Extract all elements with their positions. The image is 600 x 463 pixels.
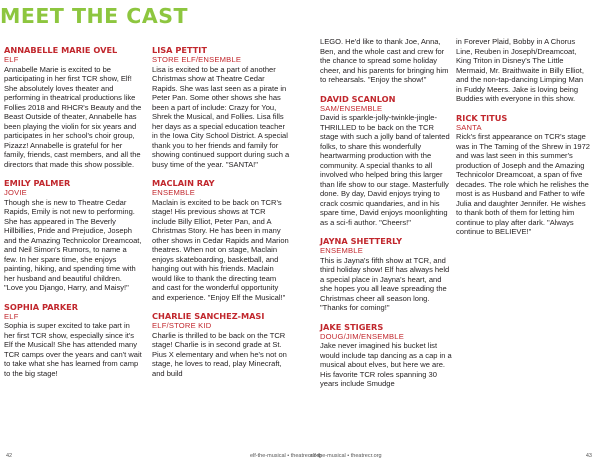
cast-name: ANNABELLE MARIE OVEL (4, 45, 118, 55)
cast-entry (152, 45, 290, 169)
footer-url-right: elf-the-musical • theatrecr.org (310, 453, 382, 459)
cast-name: JAYNA SHETTERLY (320, 236, 403, 246)
cast-entry (320, 94, 452, 228)
cast-role: JOVIE (4, 188, 27, 197)
cast-bio: Though she is new to Theatre Cedar Rapids, Emily is not new to performing. She has appeared in The Beverly Hillbillies, Pride and Prejudice, Joseph and the Amazing Technicolor Dreamcoat, and Neil Simon's Rumors, to name a few. In her spare time, she enjoys painting, hiking, and spending time with her husband and beautiful children. "Love you Django, Harry, and Maisy!" (4, 197, 142, 292)
cast-role: ENSEMBLE (320, 246, 363, 255)
cast-bio: Charlie is thrilled to be back on the TCR stage! Charlie is in second grade at St. Pius X elementary and when he's not on stage, he loves to read, play Minecraft, and build (152, 330, 287, 378)
cast-bio: LEGO. He'd like to thank Joe, Anna, Ben, and the whole cast and crew for the chance to spread some holiday cheer, and his parents for bringing him to rehearsals. "Enjoy the show!" (320, 37, 449, 84)
cast-entry (456, 113, 590, 237)
cast-role: ENSEMBLE (152, 188, 195, 197)
footer-url-left: elf-the-musical • theatrecr.org (250, 453, 322, 459)
cast-name: RICK TITUS (456, 112, 508, 123)
cast-entry (320, 236, 452, 313)
cast-name: MACLAIN RAY (152, 178, 215, 188)
cast-entry (320, 322, 452, 389)
page-number-right: 43 (585, 453, 592, 459)
cast-role: DOUG/JIM/ENSEMBLE (320, 331, 404, 341)
cast-name: SOPHIA PARKER (4, 301, 79, 312)
cast-role: STORE ELF/ENSEMBLE (152, 55, 242, 64)
cast-column-2 (152, 45, 290, 387)
cast-column-4 (456, 37, 590, 246)
cast-bio: David is sparkle-jolly-twinkle-jingle-THRILLED to be back on the TCR stage with such a jolly band of talented folks, to share this wonderfully heartwarming production with the community. A special thanks to all involved who helped bring this larger than life show to our stage. Masterfully done. By day, David enjoys trying to crack cosmic quandaries, and in his spare time, David enjoys moonlighting as a sci-fi author. "Cheers!" (320, 113, 450, 227)
cast-name: EMILY PALMER (4, 178, 71, 188)
cast-column-3 (320, 37, 452, 398)
page-title: MEET THE CAST (0, 4, 188, 28)
cast-bio: Sophia is super excited to take part in her first TCR show, especially since it's Elf the Musical! She has attended many TCR camps over the years and can't wait to take what she has learned from camp to the big stage! (4, 321, 142, 378)
cast-bio: Lisa is excited to be a part of another Christmas show at Theatre Cedar Rapids. She was last seen as a pirate in Peter Pan. Some other shows she has been a part of include: Crazy for You, Shrek the Musical, and Follies. Lisa fills her days as a special education teacher in the Iowa City School District. A special thank you to her friends and family for showing continued support during such a busy time of the year. "SANTA!" (152, 64, 290, 169)
cast-role: ELF/STORE KID (152, 321, 212, 330)
cast-name: LISA PETTIT (152, 45, 207, 55)
cast-bio: Jake never imagined his bucket list would include tap dancing as a cap in a musical about elves, but here we are. His favorite TCR roles spanning 30 years include Smudge (320, 341, 452, 388)
cast-role: ELF (4, 55, 19, 64)
cast-entry (152, 311, 290, 378)
page-number-left: 42 (6, 453, 13, 459)
cast-bio: This is Jayna's fifth show at TCR, and third holiday show! Elf has always held a special place in Jayna's heart, and she hopes you all leave spreading the Christmas cheer all season long. "Thanks for coming!" (320, 255, 450, 312)
cast-entry (4, 178, 142, 293)
cast-entry (152, 178, 290, 302)
cast-role: SAM/ENSEMBLE (320, 103, 383, 113)
cast-entry-continued (320, 37, 452, 85)
cast-entry (4, 302, 142, 379)
cast-column-1 (4, 45, 142, 387)
cast-role: ELF (4, 311, 19, 321)
cast-bio: in Forever Plaid, Bobby in A Chorus Line, Reuben in Joseph/Dreamcoat, King Triton in Disney's The Little Mermaid, Mr. Braithwaite in Billy Elliot, and the non-tap-dancing Limping Man in Fuddy Meers. Jake is loving being Buddies with everyone in this show. (456, 37, 584, 103)
cast-role: SANTA (456, 122, 482, 132)
cast-entry (4, 45, 142, 169)
cast-bio: Annabelle Marie is excited to be participating in her first TCR show, Elf! She absolutely loves theater and performing in theatrical productions like Follies 2018 and RHCR's Beauty and the Beast Outside of theater, Annabelle has been playing the violin for six years and participates in her school's choir group, Pizazz! Annabelle is grateful for her family, friends, cast members, and all the directors that made this show possible. (4, 64, 142, 169)
cast-entry-continued (456, 37, 590, 104)
cast-name: CHARLIE SANCHEZ-MASI (152, 311, 265, 321)
cast-name: DAVID SCANLON (320, 93, 396, 104)
cast-name: JAKE STIGERS (320, 321, 384, 332)
cast-bio: Rick's first appearance on TCR's stage was in The Taming of the Shrew in 1972 and was last seen in this summer's production of Joseph and the Amazing Technicolor Dreamcoat, a span of five decades. The role which he relishes the most is as Husband and Father to wife Julia and daughter Jennifer. He wishes to thank both of them for letting him continue to play after dark. "Always continue to BELIEVE!" (456, 132, 590, 236)
cast-bio: Maclain is excited to be back on TCR's stage! His previous shows at TCR include Billy Elliot, Peter Pan, and A Christmas Story. He has been in many other shows in Cedar Rapids and Marion theatres. When not on stage, Maclain enjoys skateboarding, basketball, and hanging out with his friends. Maclain would like to thank the directing team and cast for the wonderful opportunity and experience. "Enjoy Elf the Musical!" (152, 197, 289, 302)
